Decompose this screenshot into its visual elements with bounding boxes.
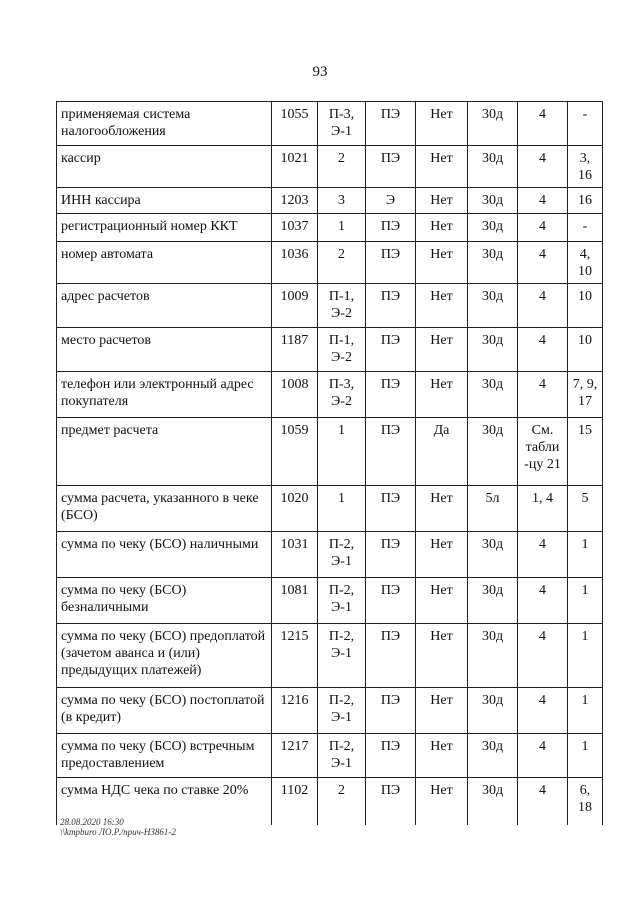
row-term: 30д xyxy=(468,688,518,734)
row-form: П-3, Э-2 xyxy=(318,372,366,418)
row-form: 1 xyxy=(318,418,366,486)
row-pe: ПЭ xyxy=(366,284,416,328)
table-row xyxy=(57,578,603,624)
row-flag: Нет xyxy=(416,102,468,146)
row-flag: Нет xyxy=(416,372,468,418)
row-ver: 4 xyxy=(518,734,568,778)
table-row xyxy=(57,532,603,578)
row-tag: 1055 xyxy=(272,102,318,146)
row-flag: Нет xyxy=(416,624,468,688)
row-ver: 4 xyxy=(518,102,568,146)
row-name: предмет расчета xyxy=(57,418,272,486)
row-ver: 4 xyxy=(518,778,568,825)
row-ver: 4 xyxy=(518,532,568,578)
row-pe: ПЭ xyxy=(366,734,416,778)
row-form: П-2, Э-1 xyxy=(318,624,366,688)
row-name: регистрационный номер ККТ xyxy=(57,214,272,242)
document-footer xyxy=(60,817,176,837)
row-form: 1 xyxy=(318,486,366,532)
row-term: 30д xyxy=(468,532,518,578)
row-name: адрес расчетов xyxy=(57,284,272,328)
row-tag: 1187 xyxy=(272,328,318,372)
row-ver: См. табли -цу 21 xyxy=(518,418,568,486)
row-tag: 1203 xyxy=(272,188,318,214)
row-tag: 1008 xyxy=(272,372,318,418)
row-tag: 1020 xyxy=(272,486,318,532)
row-ver: 1, 4 xyxy=(518,486,568,532)
row-notes: 15 xyxy=(568,418,603,486)
row-tag: 1216 xyxy=(272,688,318,734)
row-pe: ПЭ xyxy=(366,242,416,284)
row-name: сумма по чеку (БСО) наличными xyxy=(57,532,272,578)
row-name: сумма по чеку (БСО) предоплатой (зачетом аванса и (или) предыдущих платежей) xyxy=(57,624,272,688)
row-form: 1 xyxy=(318,214,366,242)
row-pe: ПЭ xyxy=(366,578,416,624)
requisites-table xyxy=(56,101,603,825)
row-flag: Нет xyxy=(416,146,468,188)
table-row xyxy=(57,688,603,734)
row-notes: 1 xyxy=(568,624,603,688)
row-ver: 4 xyxy=(518,284,568,328)
row-ver: 4 xyxy=(518,328,568,372)
row-flag: Нет xyxy=(416,242,468,284)
row-term: 30д xyxy=(468,578,518,624)
table-row xyxy=(57,624,603,688)
table-row xyxy=(57,486,603,532)
row-term: 30д xyxy=(468,214,518,242)
row-form: П-2, Э-1 xyxy=(318,532,366,578)
row-ver: 4 xyxy=(518,688,568,734)
row-form: 3 xyxy=(318,188,366,214)
footer-timestamp: 28.08.2020 16:30 xyxy=(60,817,124,827)
row-name: сумма по чеку (БСО) безналичными xyxy=(57,578,272,624)
row-ver: 4 xyxy=(518,372,568,418)
row-tag: 1037 xyxy=(272,214,318,242)
row-notes: 10 xyxy=(568,328,603,372)
table-row xyxy=(57,734,603,778)
row-tag: 1217 xyxy=(272,734,318,778)
row-term: 30д xyxy=(468,418,518,486)
row-notes: 1 xyxy=(568,578,603,624)
row-form: 2 xyxy=(318,242,366,284)
row-notes: 3, 16 xyxy=(568,146,603,188)
row-pe: ПЭ xyxy=(366,688,416,734)
row-tag: 1081 xyxy=(272,578,318,624)
row-term: 30д xyxy=(468,778,518,825)
row-notes: 1 xyxy=(568,688,603,734)
row-term: 30д xyxy=(468,284,518,328)
row-pe: Э xyxy=(366,188,416,214)
row-flag: Нет xyxy=(416,532,468,578)
row-term: 30д xyxy=(468,188,518,214)
row-tag: 1059 xyxy=(272,418,318,486)
row-name: применяемая система налогообложения xyxy=(57,102,272,146)
row-notes: 16 xyxy=(568,188,603,214)
row-name: ИНН кассира xyxy=(57,188,272,214)
row-ver: 4 xyxy=(518,242,568,284)
row-notes: - xyxy=(568,102,603,146)
row-form: 2 xyxy=(318,778,366,825)
row-flag: Нет xyxy=(416,214,468,242)
row-tag: 1215 xyxy=(272,624,318,688)
table-row xyxy=(57,146,603,188)
row-form: П-2, Э-1 xyxy=(318,688,366,734)
row-flag: Нет xyxy=(416,188,468,214)
row-tag: 1031 xyxy=(272,532,318,578)
row-notes: 6, 18 xyxy=(568,778,603,825)
row-ver: 4 xyxy=(518,578,568,624)
row-flag: Нет xyxy=(416,328,468,372)
row-term: 30д xyxy=(468,372,518,418)
row-name: сумма расчета, указанного в чеке (БСО) xyxy=(57,486,272,532)
row-name: телефон или электронный адрес покупателя xyxy=(57,372,272,418)
row-pe: ПЭ xyxy=(366,624,416,688)
row-tag: 1021 xyxy=(272,146,318,188)
row-term: 30д xyxy=(468,328,518,372)
row-ver: 4 xyxy=(518,188,568,214)
row-notes: 1 xyxy=(568,532,603,578)
row-form: П-1, Э-2 xyxy=(318,328,366,372)
row-flag: Да xyxy=(416,418,468,486)
row-notes: 5 xyxy=(568,486,603,532)
row-name: номер автомата xyxy=(57,242,272,284)
row-name: сумма по чеку (БСО) постоплатой (в кредит) xyxy=(57,688,272,734)
row-notes: - xyxy=(568,214,603,242)
row-form: П-3, Э-1 xyxy=(318,102,366,146)
row-tag: 1009 xyxy=(272,284,318,328)
row-tag: 1102 xyxy=(272,778,318,825)
row-notes: 4, 10 xyxy=(568,242,603,284)
row-term: 30д xyxy=(468,734,518,778)
row-term: 30д xyxy=(468,242,518,284)
row-pe: ПЭ xyxy=(366,778,416,825)
table-row xyxy=(57,328,603,372)
table-row xyxy=(57,102,603,146)
row-pe: ПЭ xyxy=(366,532,416,578)
row-name: кассир xyxy=(57,146,272,188)
row-term: 30д xyxy=(468,624,518,688)
row-form: П-1, Э-2 xyxy=(318,284,366,328)
footer-path: \\kmpburo ЛО.Р./прич-Н3861-2 xyxy=(60,827,176,837)
row-flag: Нет xyxy=(416,578,468,624)
row-name: сумма НДС чека по ставке 20% xyxy=(57,778,272,825)
table-row xyxy=(57,214,603,242)
row-flag: Нет xyxy=(416,778,468,825)
row-term: 30д xyxy=(468,146,518,188)
table-row xyxy=(57,188,603,214)
row-ver: 4 xyxy=(518,146,568,188)
row-term: 5л xyxy=(468,486,518,532)
row-flag: Нет xyxy=(416,486,468,532)
row-pe: ПЭ xyxy=(366,372,416,418)
row-name: место расчетов xyxy=(57,328,272,372)
row-flag: Нет xyxy=(416,734,468,778)
row-pe: ПЭ xyxy=(366,328,416,372)
row-notes: 1 xyxy=(568,734,603,778)
row-flag: Нет xyxy=(416,688,468,734)
row-form: П-2, Э-1 xyxy=(318,734,366,778)
row-form: П-2, Э-1 xyxy=(318,578,366,624)
row-form: 2 xyxy=(318,146,366,188)
row-notes: 10 xyxy=(568,284,603,328)
row-flag: Нет xyxy=(416,284,468,328)
row-ver: 4 xyxy=(518,214,568,242)
table-row xyxy=(57,418,603,486)
page-number: 93 xyxy=(312,64,328,80)
table-row xyxy=(57,372,603,418)
row-name: сумма по чеку (БСО) встречным предоставлением xyxy=(57,734,272,778)
table-row xyxy=(57,284,603,328)
table-row xyxy=(57,242,603,284)
row-pe: ПЭ xyxy=(366,146,416,188)
row-pe: ПЭ xyxy=(366,214,416,242)
row-pe: ПЭ xyxy=(366,418,416,486)
row-tag: 1036 xyxy=(272,242,318,284)
row-notes: 7, 9, 17 xyxy=(568,372,603,418)
row-pe: ПЭ xyxy=(366,102,416,146)
row-term: 30д xyxy=(468,102,518,146)
row-pe: ПЭ xyxy=(366,486,416,532)
row-ver: 4 xyxy=(518,624,568,688)
